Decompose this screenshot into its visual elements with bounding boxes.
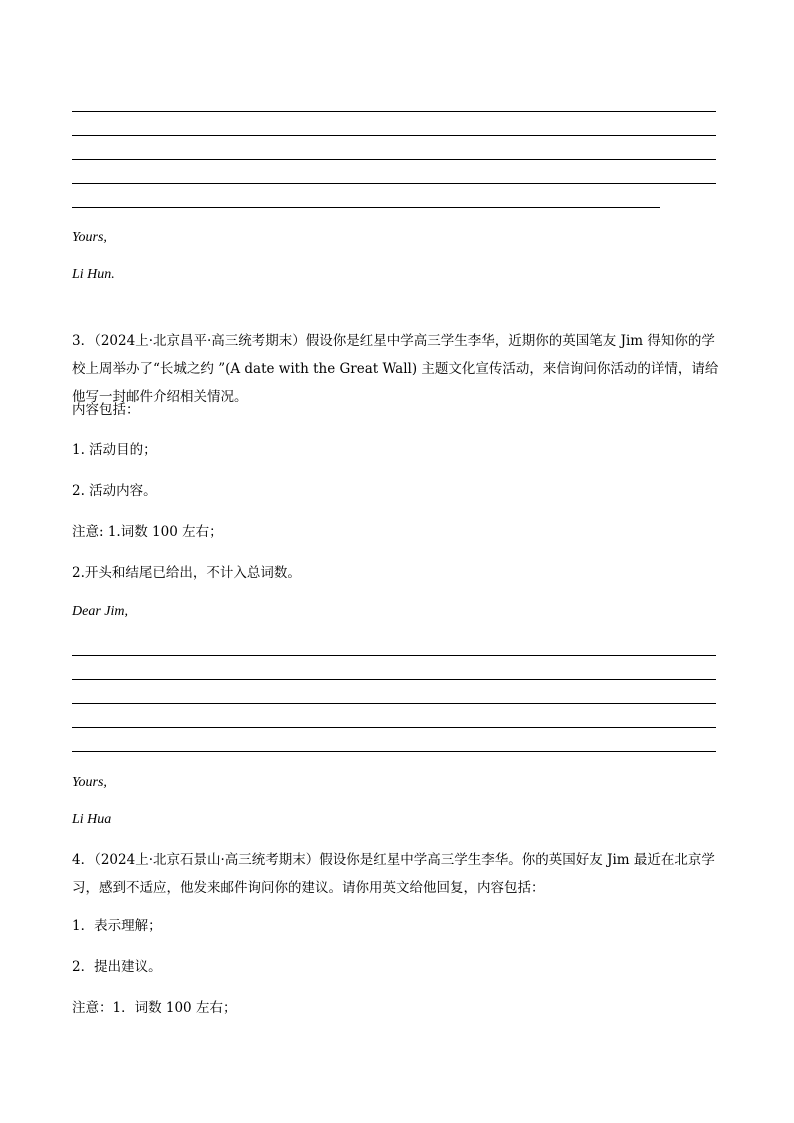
writing-line xyxy=(72,703,716,704)
letter-signature: Li Hun. xyxy=(72,267,115,282)
content-heading: 内容包括： xyxy=(72,402,140,418)
note-word-count: 注意: 1.词数 100 左右； xyxy=(72,524,223,540)
writing-line xyxy=(72,183,716,184)
writing-line-short xyxy=(72,207,660,208)
writing-line xyxy=(72,751,716,752)
writing-line xyxy=(72,679,716,680)
letter-signature: Li Hua xyxy=(72,812,112,827)
writing-line xyxy=(72,727,716,728)
content-item-2: 2．提出建议。 xyxy=(72,959,162,975)
question-3-prompt: 3．（2024上·北京昌平·高三统考期末）假设你是红星中学高三学生李华，近期你的英国笔友 Jim 得知你的学校上周举办了“长城之约 ”(A date with the Great Wall) 主题文化宣传活动，来信询问你活动的详情，请给他写一封邮件介绍相关情况。 xyxy=(72,333,719,405)
letter-closing: Yours, xyxy=(72,775,107,790)
writing-line xyxy=(72,655,716,656)
content-item-1: 1. 活动目的； xyxy=(72,442,157,458)
question-4-prompt: 4．（2024上·北京石景山·高三统考期末）假设你是红星中学高三学生李华。你的英国好友 Jim 最近在北京学习，感到不适应，他发来邮件询问你的建议。请你用英文给他回复，内容包括： xyxy=(72,852,715,896)
writing-line xyxy=(72,135,716,136)
content-item-1: 1．表示理解； xyxy=(72,918,162,934)
writing-line xyxy=(72,111,716,112)
letter-closing: Yours, xyxy=(72,230,107,245)
letter-greeting: Dear Jim, xyxy=(72,604,128,619)
writing-line xyxy=(72,159,716,160)
note-opening-closing: 2.开头和结尾已给出，不计入总词数。 xyxy=(72,565,301,581)
note-word-count: 注意：1．词数 100 左右； xyxy=(72,1000,237,1016)
content-item-2: 2. 活动内容。 xyxy=(72,483,157,499)
